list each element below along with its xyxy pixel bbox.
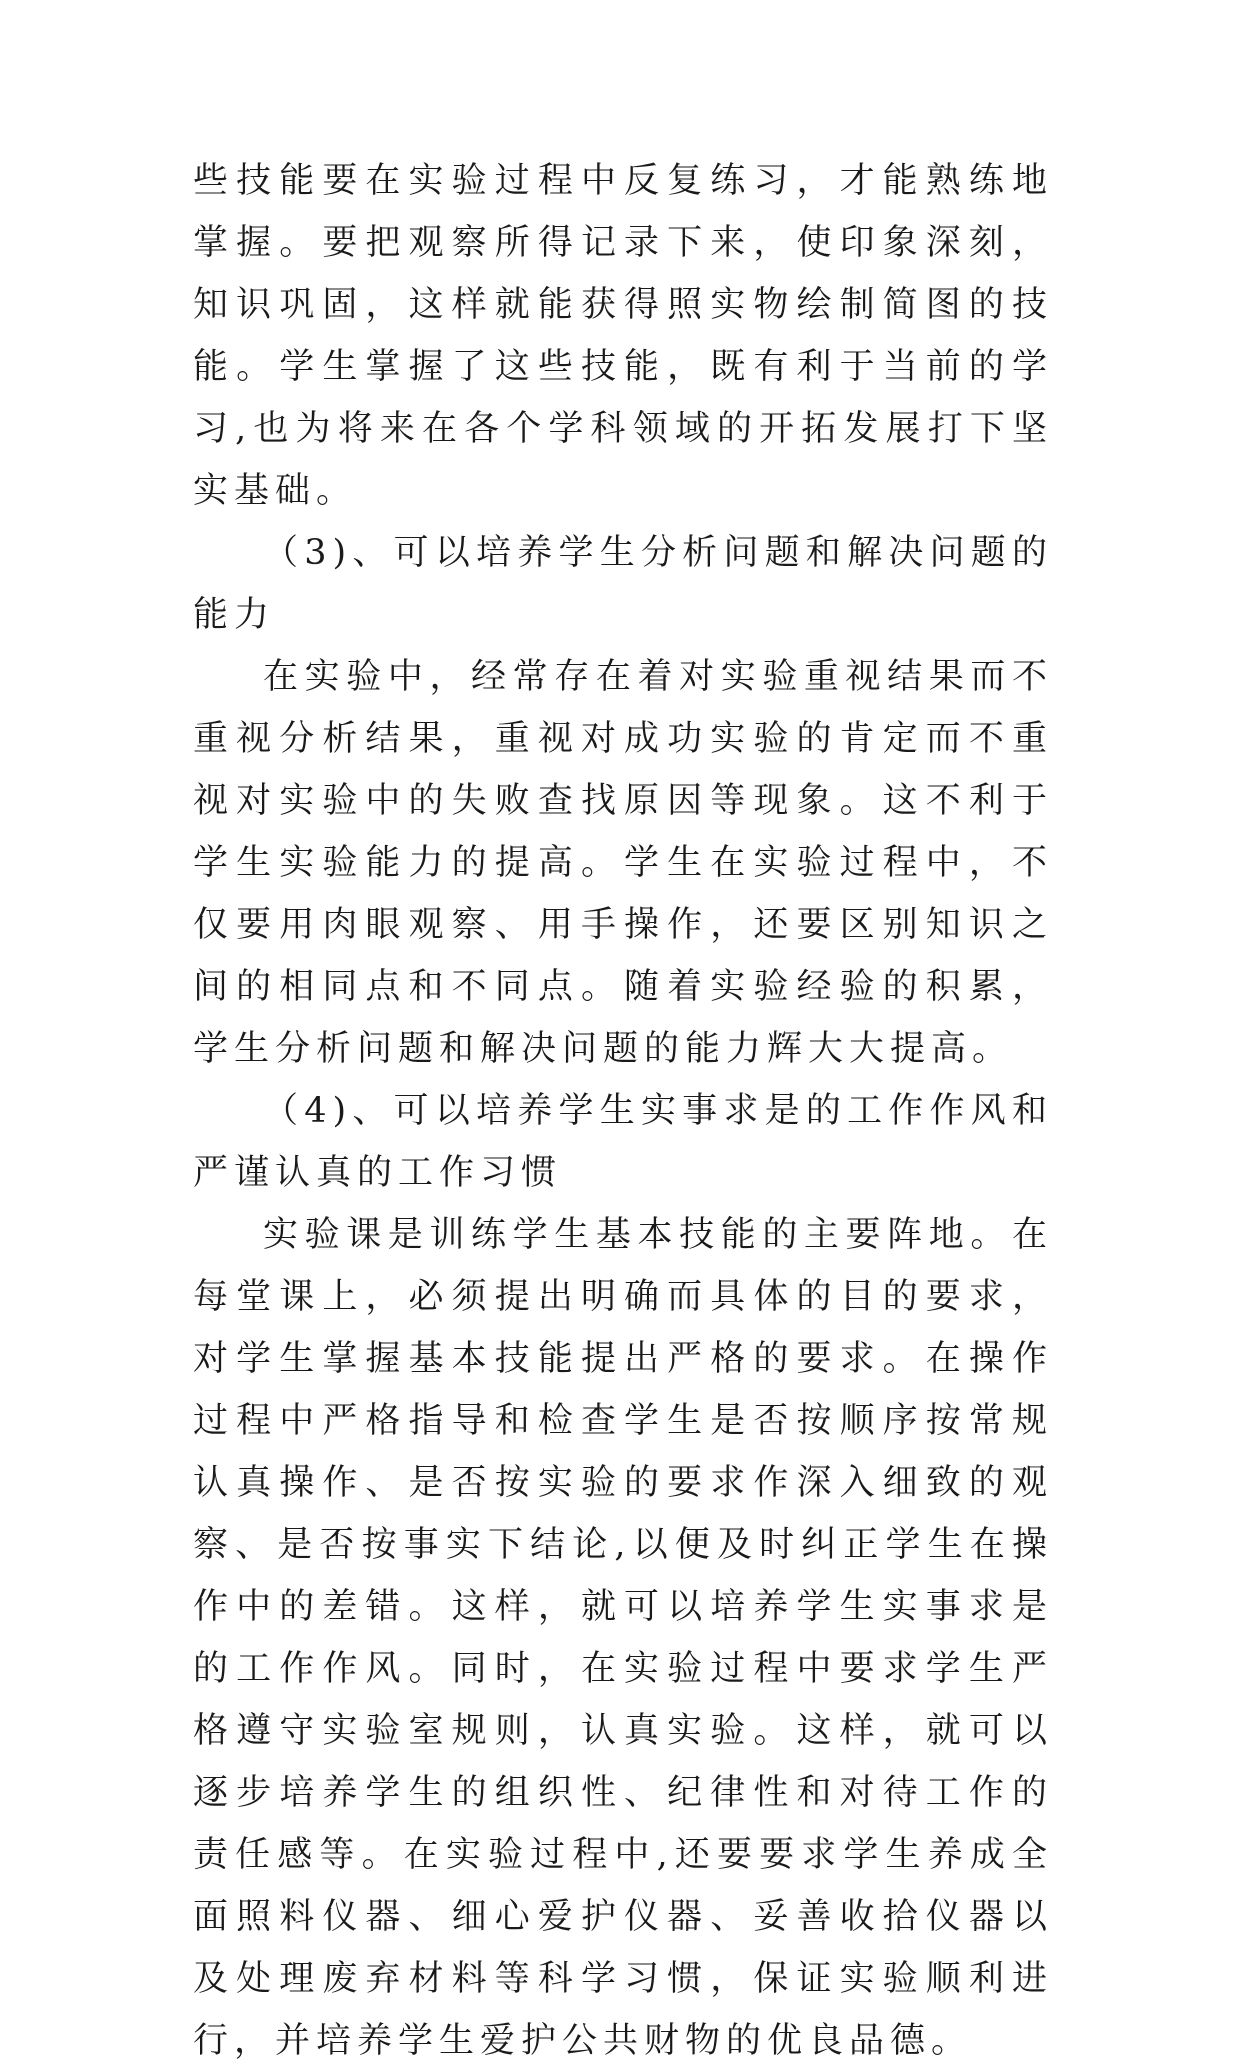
paragraph-skills-continued: 些技能要在实验过程中反复练习，才能熟练地掌握。要把观察所得记录下来，使印象深刻，知识巩固，这样就能获得照实物绘制简图的技能。学生掌握了这些技能，既有利于当前的学习,也为将来在各个学科领域的开拓发展打下坚实基础。 <box>193 161 1053 511</box>
section-heading-4: （4)、可以培养学生实事求是的工作作风和严谨认真的工作习惯 <box>193 1091 1053 1193</box>
paragraph-analysis-ability: 在实验中，经常存在着对实验重视结果而不重视分析结果，重视对成功实验的肯定而不重视对实验中的失败查找原因等现象。这不利于学生实验能力的提高。学生在实验过程中，不仅要用肉眼观察、用手操作，还要区别知识之间的相同点和不同点。随着实验经验的积累，学生分析问题和解决问题的能力辉大大提高。 <box>193 657 1053 1069</box>
document-body <box>193 150 1053 2072</box>
paragraph-work-habits: 实验课是训练学生基本技能的主要阵地。在每堂课上，必须提出明确而具体的目的要求，对学生掌握基本技能提出严格的要求。在操作过程中严格指导和检查学生是否按顺序按常规认真操作、是否按实验的要求作深入细致的观察、是否按事实下结论,以便及时纠正学生在操作中的差错。这样，就可以培养学生实事求是的工作作风。同时，在实验过程中要求学生严格遵守实验室规则，认真实验。这样，就可以逐步培养学生的组织性、纪律性和对待工作的责任感等。在实验过程中,还要要求学生养成全面照料仪器、细心爱护仪器、妥善收拾仪器以及处理废弃材料等科学习惯，保证实验顺利进行，并培养学生爱护公共财物的优良品德。 <box>193 1215 1053 2061</box>
section-heading-3: （3)、可以培养学生分析问题和解决问题的能力 <box>193 533 1053 635</box>
